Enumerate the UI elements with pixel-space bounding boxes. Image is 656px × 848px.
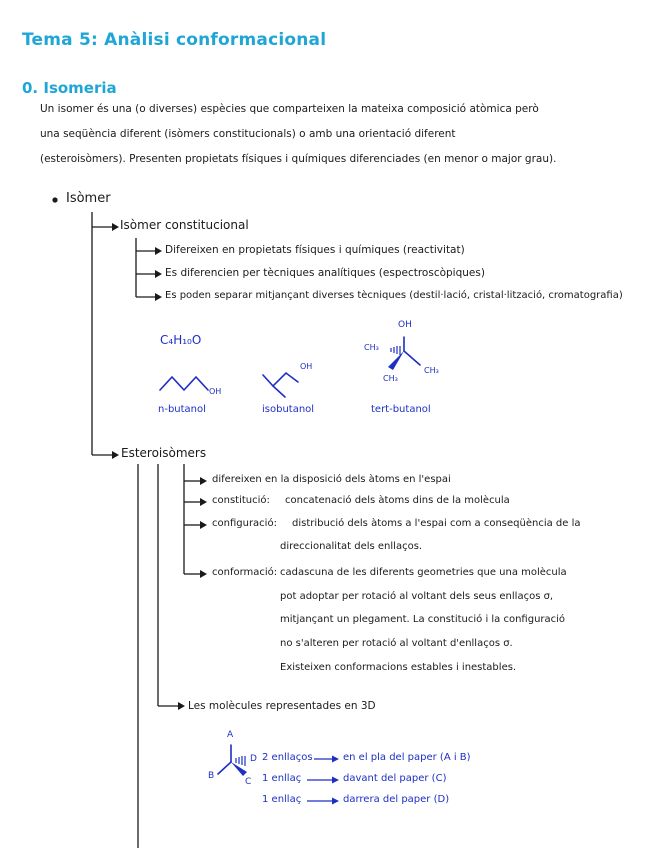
estereo-item-term: conformació: [212, 567, 278, 578]
mol-label-ch3: CH₃ [383, 374, 398, 383]
rule-text: darrera del paper (D) [343, 794, 450, 805]
node-isomer: Isòmer [66, 191, 111, 206]
mol-label-oh: OH [300, 362, 313, 371]
atom-label: A [227, 730, 234, 740]
atom-label: D [250, 754, 257, 764]
estereo-item-cont: Existeixen conformacions estables i inestables. [280, 662, 517, 673]
molecule-name: n-butanol [158, 404, 206, 415]
atom-label: C [245, 777, 252, 787]
intro-line-1: Un isomer és una (o diverses) espècies que comparteixen la mateixa composició atòmica però [40, 103, 539, 115]
mol-label-ch3: CH₃ [424, 366, 439, 375]
molecule-name: isobutanol [262, 404, 315, 415]
intro-line-2: una seqüència diferent (isòmers constitucionals) o amb una orientació diferent [40, 128, 456, 140]
constitucional-item: Es diferencien per tècniques analítiques (espectroscòpiques) [165, 267, 485, 279]
atom-label: B [208, 771, 215, 781]
constitucional-item: Difereixen en propietats físiques i químiques (reactivitat) [165, 244, 465, 256]
rule-count: 1 enllaç [262, 794, 302, 805]
constitucional-item: Es poden separar mitjançant diverses tècniques (destil·lació, cristal·lització, cromatografia) [165, 290, 623, 301]
node-3d-representation: Les molècules representades en 3D [188, 700, 376, 712]
estereo-item-text: cadascuna de les diferents geometries que una molècula [280, 567, 567, 578]
estereo-item-cont: pot adoptar per rotació al voltant dels seus enllaços σ, [280, 591, 554, 602]
node-estereoisomers: Esteroisòmers [121, 446, 207, 460]
mol-label-ch3: CH₃ [364, 343, 379, 352]
mol-label-oh: OH [398, 320, 412, 330]
page-title: Tema 5: Anàlisi conformacional [22, 30, 327, 50]
estereo-item-term: constitució: [212, 495, 270, 506]
node-isomer-constitucional: Isòmer constitucional [120, 218, 249, 232]
rule-text: davant del paper (C) [343, 773, 447, 784]
mol-label-oh: OH [209, 387, 222, 396]
estereo-item-cont: mitjançant un plegament. La constitució i la configuració [280, 614, 566, 625]
estereo-item-cont: no s'alteren per rotació al voltant d'enllaços σ. [280, 638, 513, 649]
rule-text: en el pla del paper (A i B) [343, 752, 471, 763]
intro-line-3: (esteroisòmers). Presenten propietats físiques i químiques diferenciades (en menor o major grau). [40, 153, 557, 165]
estereo-item-cont: direccionalitat dels enllaços. [280, 541, 423, 552]
rule-count: 2 enllaços [262, 752, 313, 763]
estereo-item-text: distribució dels àtoms a l'espai com a conseqüència de la [292, 518, 581, 529]
estereo-item: difereixen en la disposició dels àtoms en l'espai [212, 474, 451, 485]
estereo-item-text: concatenació dels àtoms dins de la molècula [285, 495, 510, 506]
molecule-name: tert-butanol [371, 404, 431, 415]
estereo-item-term: configuració: [212, 518, 277, 529]
rule-count: 1 enllaç [262, 773, 302, 784]
molecular-formula: C₄H₁₀O [160, 333, 202, 347]
section-heading: 0. Isomeria [22, 79, 117, 97]
